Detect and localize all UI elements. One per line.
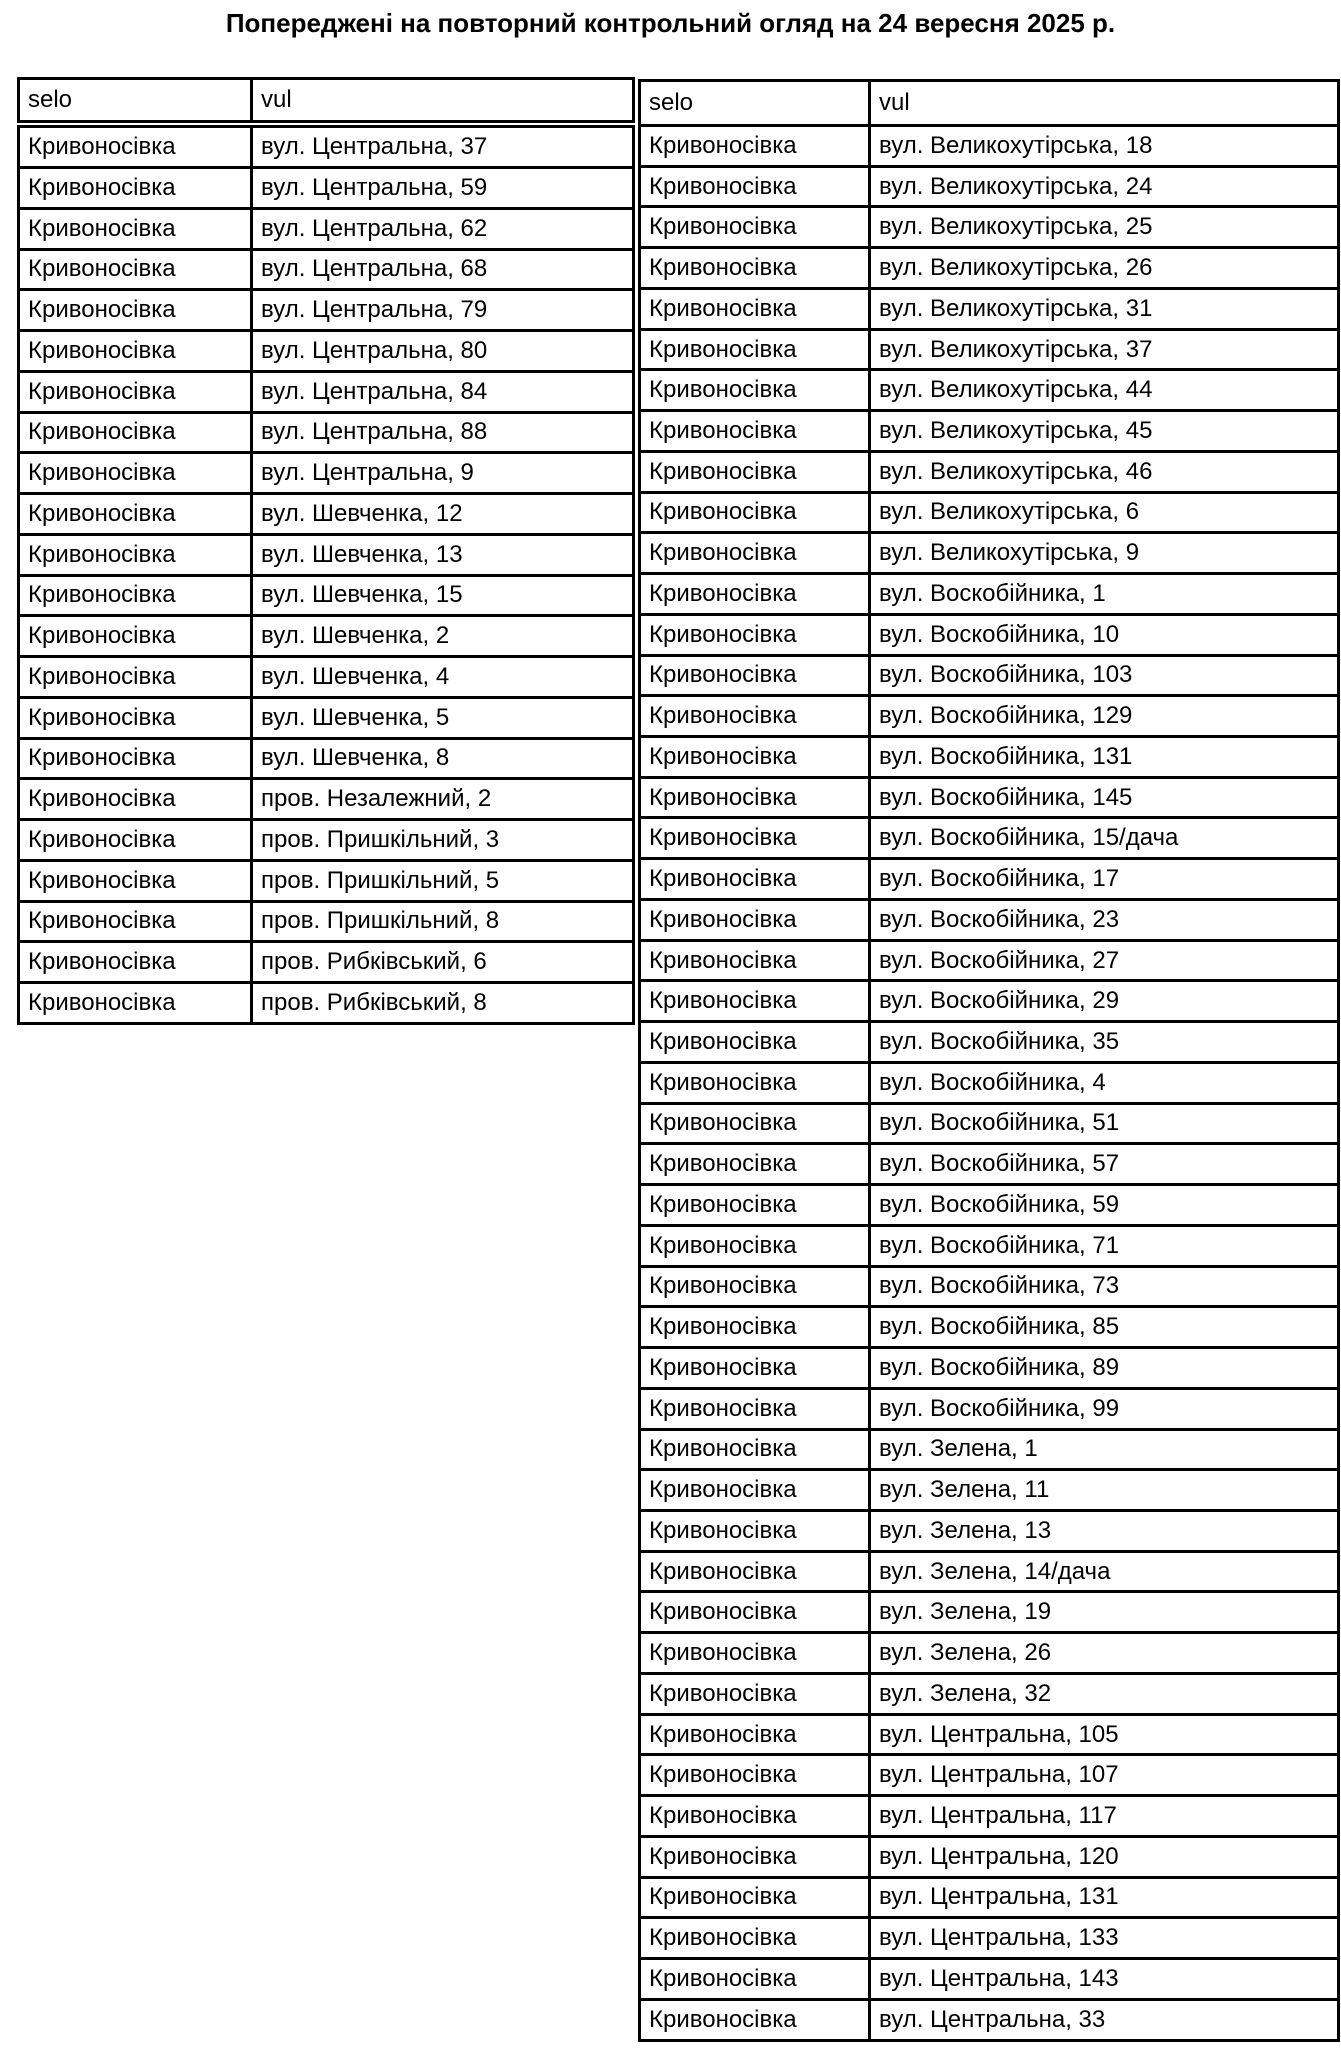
selo-cell: Кривоносівка: [640, 574, 870, 615]
vul-cell: вул. Центральна, 133: [870, 1918, 1339, 1959]
selo-cell: Кривоносівка: [640, 329, 870, 370]
selo-cell: Кривоносівка: [640, 492, 870, 533]
vul-cell: вул. Зелена, 19: [870, 1592, 1339, 1633]
selo-cell: Кривоносівка: [640, 1918, 870, 1959]
table-row: [640, 492, 1339, 533]
vul-cell: вул. Зелена, 1: [870, 1429, 1339, 1470]
table-row: [640, 370, 1339, 411]
table-row: [640, 1470, 1339, 1511]
table-row: [640, 1714, 1339, 1755]
vul-cell: вул. Шевченка, 15: [252, 575, 634, 616]
selo-cell: Кривоносівка: [19, 616, 252, 657]
table-row: [640, 940, 1339, 981]
table-row: [19, 453, 634, 494]
vul-cell: вул. Великохутірська, 26: [870, 248, 1339, 289]
vul-cell: вул. Центральна, 107: [870, 1755, 1339, 1796]
table-left-header: [19, 79, 634, 124]
selo-cell: Кривоносівка: [640, 1185, 870, 1226]
table-row: [19, 412, 634, 453]
table-row: [640, 1918, 1339, 1959]
table-row: [640, 777, 1339, 818]
vul-cell: вул. Воскобійника, 10: [870, 614, 1339, 655]
vul-cell: вул. Воскобійника, 99: [870, 1388, 1339, 1429]
vul-cell: вул. Воскобійника, 4: [870, 1062, 1339, 1103]
vul-cell: вул. Воскобійника, 23: [870, 899, 1339, 940]
vul-cell: вул. Центральна, 59: [252, 168, 634, 209]
vul-cell: вул. Зелена, 32: [870, 1673, 1339, 1714]
table-row: [640, 1633, 1339, 1674]
table-row: [640, 614, 1339, 655]
selo-cell: Кривоносівка: [640, 1225, 870, 1266]
selo-cell: Кривоносівка: [19, 983, 252, 1024]
table-row: [19, 657, 634, 698]
selo-cell: Кривоносівка: [640, 1959, 870, 2000]
vul-cell: вул. Центральна, 143: [870, 1959, 1339, 2000]
table-row: [640, 1755, 1339, 1796]
header-vul: vul: [870, 81, 1339, 126]
selo-cell: Кривоносівка: [19, 860, 252, 901]
vul-cell: вул. Центральна, 68: [252, 249, 634, 290]
selo-cell: Кривоносівка: [19, 168, 252, 209]
selo-cell: Кривоносівка: [640, 1755, 870, 1796]
vul-cell: вул. Зелена, 13: [870, 1510, 1339, 1551]
selo-cell: Кривоносівка: [640, 1999, 870, 2040]
table-row: [19, 983, 634, 1024]
selo-cell: Кривоносівка: [640, 1388, 870, 1429]
table-row: [640, 288, 1339, 329]
vul-cell: вул. Шевченка, 8: [252, 738, 634, 779]
vul-cell: вул. Шевченка, 5: [252, 697, 634, 738]
table-row: [19, 779, 634, 820]
vul-cell: вул. Великохутірська, 37: [870, 329, 1339, 370]
table-row: [640, 1022, 1339, 1063]
table-row: [19, 901, 634, 942]
table-right-header: [640, 81, 1339, 126]
selo-cell: Кривоносівка: [640, 1470, 870, 1511]
selo-cell: Кривоносівка: [19, 697, 252, 738]
selo-cell: Кривоносівка: [640, 1633, 870, 1674]
table-row: [640, 859, 1339, 900]
vul-cell: вул. Шевченка, 4: [252, 657, 634, 698]
page-title: Попереджені на повторний контрольний огляд на 24 вересня 2025 р.: [225, 8, 1116, 38]
selo-cell: Кривоносівка: [19, 820, 252, 861]
selo-cell: Кривоносівка: [19, 371, 252, 412]
vul-cell: вул. Центральна, 80: [252, 331, 634, 372]
vul-cell: вул. Центральна, 84: [252, 371, 634, 412]
vul-cell: вул. Воскобійника, 73: [870, 1266, 1339, 1307]
header-row: [19, 79, 634, 124]
selo-cell: Кривоносівка: [19, 657, 252, 698]
vul-cell: вул. Великохутірська, 18: [870, 126, 1339, 167]
selo-cell: Кривоносівка: [640, 1836, 870, 1877]
vul-cell: вул. Великохутірська, 44: [870, 370, 1339, 411]
vul-cell: вул. Центральна, 33: [870, 1999, 1339, 2040]
selo-cell: Кривоносівка: [19, 779, 252, 820]
selo-cell: Кривоносівка: [640, 1551, 870, 1592]
selo-cell: Кривоносівка: [19, 901, 252, 942]
table-row: [19, 738, 634, 779]
selo-cell: Кривоносівка: [640, 1714, 870, 1755]
table-row: [19, 820, 634, 861]
table-row: [19, 494, 634, 535]
vul-cell: пров. Рибківський, 6: [252, 942, 634, 983]
vul-cell: вул. Центральна, 79: [252, 290, 634, 331]
table-row: [640, 1551, 1339, 1592]
vul-cell: вул. Воскобійника, 89: [870, 1348, 1339, 1389]
vul-cell: вул. Воскобійника, 59: [870, 1185, 1339, 1226]
vul-cell: вул. Воскобійника, 51: [870, 1103, 1339, 1144]
vul-cell: вул. Великохутірська, 25: [870, 207, 1339, 248]
vul-cell: вул. Великохутірська, 46: [870, 451, 1339, 492]
selo-cell: Кривоносівка: [640, 1429, 870, 1470]
table-row: [640, 1429, 1339, 1470]
table-row: [640, 1388, 1339, 1429]
table-row: [640, 1225, 1339, 1266]
selo-cell: Кривоносівка: [19, 249, 252, 290]
vul-cell: вул. Воскобійника, 131: [870, 737, 1339, 778]
selo-cell: Кривоносівка: [19, 331, 252, 372]
table-row: [640, 1836, 1339, 1877]
selo-cell: Кривоносівка: [640, 899, 870, 940]
table-row: [640, 1673, 1339, 1714]
selo-cell: Кривоносівка: [640, 1592, 870, 1633]
table-row: [640, 655, 1339, 696]
header-vul: vul: [252, 79, 634, 124]
vul-cell: вул. Воскобійника, 1: [870, 574, 1339, 615]
table-row: [19, 290, 634, 331]
table-row: [19, 208, 634, 249]
selo-cell: Кривоносівка: [640, 981, 870, 1022]
vul-cell: вул. Зелена, 11: [870, 1470, 1339, 1511]
table-row: [640, 1062, 1339, 1103]
table-row: [640, 1877, 1339, 1918]
vul-cell: вул. Воскобійника, 35: [870, 1022, 1339, 1063]
table-row: [19, 371, 634, 412]
table-right-body: [640, 126, 1339, 2041]
selo-cell: Кривоносівка: [19, 494, 252, 535]
selo-cell: Кривоносівка: [640, 1103, 870, 1144]
table-row: [640, 818, 1339, 859]
table-row: [640, 533, 1339, 574]
vul-cell: вул. Воскобійника, 27: [870, 940, 1339, 981]
selo-cell: Кривоносівка: [640, 411, 870, 452]
selo-cell: Кривоносівка: [19, 412, 252, 453]
selo-cell: Кривоносівка: [640, 126, 870, 167]
selo-cell: Кривоносівка: [640, 737, 870, 778]
table-row: [19, 124, 634, 168]
selo-cell: Кривоносівка: [640, 1307, 870, 1348]
selo-cell: Кривоносівка: [640, 940, 870, 981]
vul-cell: пров. Пришкільний, 8: [252, 901, 634, 942]
table-row: [640, 1999, 1339, 2040]
selo-cell: Кривоносівка: [640, 1673, 870, 1714]
table-row: [19, 534, 634, 575]
selo-cell: Кривоносівка: [19, 124, 252, 168]
table-row: [640, 166, 1339, 207]
selo-cell: Кривоносівка: [640, 818, 870, 859]
selo-cell: Кривоносівка: [640, 1796, 870, 1837]
vul-cell: вул. Воскобійника, 57: [870, 1144, 1339, 1185]
vul-cell: вул. Центральна, 9: [252, 453, 634, 494]
table-row: [19, 616, 634, 657]
selo-cell: Кривоносівка: [19, 738, 252, 779]
selo-cell: Кривоносівка: [640, 1022, 870, 1063]
selo-cell: Кривоносівка: [19, 453, 252, 494]
vul-cell: пров. Незалежний, 2: [252, 779, 634, 820]
table-row: [640, 329, 1339, 370]
vul-cell: вул. Воскобійника, 103: [870, 655, 1339, 696]
table-row: [640, 1185, 1339, 1226]
table-row: [640, 1307, 1339, 1348]
table-row: [640, 1144, 1339, 1185]
vul-cell: вул. Центральна, 105: [870, 1714, 1339, 1755]
selo-cell: Кривоносівка: [640, 696, 870, 737]
table-row: [640, 1510, 1339, 1551]
vul-cell: вул. Зелена, 14/дача: [870, 1551, 1339, 1592]
vul-cell: пров. Пришкільний, 3: [252, 820, 634, 861]
vul-cell: вул. Великохутірська, 45: [870, 411, 1339, 452]
selo-cell: Кривоносівка: [640, 1348, 870, 1389]
selo-cell: Кривоносівка: [640, 1062, 870, 1103]
table-row: [640, 737, 1339, 778]
table-row: [640, 899, 1339, 940]
vul-cell: вул. Воскобійника, 15/дача: [870, 818, 1339, 859]
vul-cell: вул. Центральна, 117: [870, 1796, 1339, 1837]
table-row: [19, 331, 634, 372]
table-row: [640, 451, 1339, 492]
vul-cell: вул. Шевченка, 13: [252, 534, 634, 575]
selo-cell: Кривоносівка: [19, 208, 252, 249]
table-row: [640, 1266, 1339, 1307]
table-row: [640, 574, 1339, 615]
table-row: [19, 168, 634, 209]
vul-cell: вул. Воскобійника, 85: [870, 1307, 1339, 1348]
table-row: [640, 1959, 1339, 2000]
selo-cell: Кривоносівка: [640, 1510, 870, 1551]
table-left: [17, 77, 635, 1025]
header-selo: selo: [640, 81, 870, 126]
vul-cell: вул. Великохутірська, 31: [870, 288, 1339, 329]
table-row: [640, 696, 1339, 737]
vul-cell: пров. Пришкільний, 5: [252, 860, 634, 901]
vul-cell: вул. Шевченка, 12: [252, 494, 634, 535]
selo-cell: Кривоносівка: [19, 942, 252, 983]
selo-cell: Кривоносівка: [640, 655, 870, 696]
vul-cell: пров. Рибківський, 8: [252, 983, 634, 1024]
selo-cell: Кривоносівка: [19, 290, 252, 331]
selo-cell: Кривоносівка: [640, 370, 870, 411]
selo-cell: Кривоносівка: [640, 288, 870, 329]
selo-cell: Кривоносівка: [19, 534, 252, 575]
vul-cell: вул. Воскобійника, 71: [870, 1225, 1339, 1266]
table-row: [19, 860, 634, 901]
vul-cell: вул. Центральна, 37: [252, 124, 634, 168]
table-row: [640, 1103, 1339, 1144]
table-row: [19, 249, 634, 290]
selo-cell: Кривоносівка: [640, 1877, 870, 1918]
table-row: [19, 697, 634, 738]
vul-cell: вул. Воскобійника, 17: [870, 859, 1339, 900]
table-row: [19, 942, 634, 983]
table-row: [640, 981, 1339, 1022]
table-row: [640, 126, 1339, 167]
table-row: [19, 575, 634, 616]
vul-cell: вул. Центральна, 62: [252, 208, 634, 249]
selo-cell: Кривоносівка: [640, 777, 870, 818]
table-row: [640, 1348, 1339, 1389]
vul-cell: вул. Зелена, 26: [870, 1633, 1339, 1674]
table-row: [640, 1592, 1339, 1633]
header-row: [640, 81, 1339, 126]
vul-cell: вул. Великохутірська, 6: [870, 492, 1339, 533]
selo-cell: Кривоносівка: [640, 207, 870, 248]
table-row: [640, 411, 1339, 452]
vul-cell: вул. Шевченка, 2: [252, 616, 634, 657]
selo-cell: Кривоносівка: [19, 575, 252, 616]
vul-cell: вул. Великохутірська, 9: [870, 533, 1339, 574]
selo-cell: Кривоносівка: [640, 166, 870, 207]
selo-cell: Кривоносівка: [640, 451, 870, 492]
vul-cell: вул. Центральна, 120: [870, 1836, 1339, 1877]
vul-cell: вул. Воскобійника, 129: [870, 696, 1339, 737]
selo-cell: Кривоносівка: [640, 533, 870, 574]
selo-cell: Кривоносівка: [640, 859, 870, 900]
selo-cell: Кривоносівка: [640, 1266, 870, 1307]
selo-cell: Кривоносівка: [640, 614, 870, 655]
selo-cell: Кривоносівка: [640, 248, 870, 289]
header-selo: selo: [19, 79, 252, 124]
table-row: [640, 1796, 1339, 1837]
vul-cell: вул. Великохутірська, 24: [870, 166, 1339, 207]
selo-cell: Кривоносівка: [640, 1144, 870, 1185]
table-right: [638, 79, 1340, 2042]
table-row: [640, 207, 1339, 248]
vul-cell: вул. Воскобійника, 145: [870, 777, 1339, 818]
table-row: [640, 248, 1339, 289]
vul-cell: вул. Воскобійника, 29: [870, 981, 1339, 1022]
vul-cell: вул. Центральна, 88: [252, 412, 634, 453]
table-left-body: [19, 124, 634, 1024]
vul-cell: вул. Центральна, 131: [870, 1877, 1339, 1918]
